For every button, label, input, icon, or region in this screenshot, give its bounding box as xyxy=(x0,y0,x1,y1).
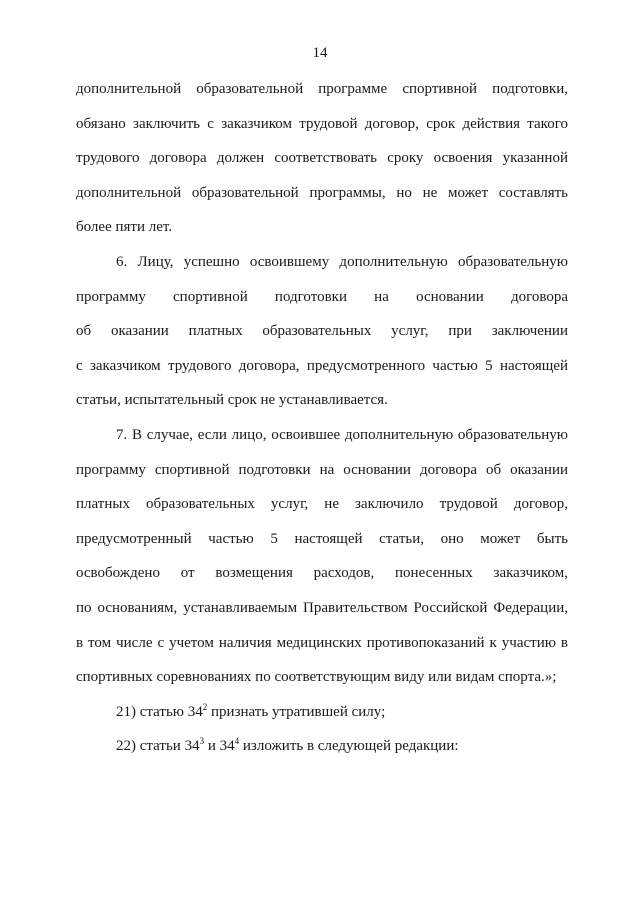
text-line: статьи, испытательный срок не устанавливается. xyxy=(76,392,388,409)
document-body xyxy=(76,79,568,771)
text-line: программу спортивной подготовки на основании договора xyxy=(76,288,568,305)
text-line: трудового договора должен соответствовать сроку освоения указанной xyxy=(76,150,568,167)
text-line: об оказании платных образовательных услуг, при заключении xyxy=(76,323,568,340)
text-line: платных образовательных услуг, не заключило трудовой договор, xyxy=(76,496,568,513)
item-22-text-middle: и 34 xyxy=(204,738,235,755)
text-line: освобождено от возмещения расходов, понесенных заказчиком, xyxy=(76,565,568,582)
paragraph-6 xyxy=(76,252,568,425)
text-line: 7. В случае, если лицо, освоившее дополнительную образовательную xyxy=(116,426,568,443)
item-21-text-end: признать утратившей силу; xyxy=(207,703,386,720)
superscript: 4 xyxy=(234,736,240,747)
text-line: дополнительной образовательной программе спортивной подготовки, xyxy=(76,81,568,97)
text-line: более пяти лет. xyxy=(76,219,173,236)
text-line: спортивных соревнованиях по соответствующим виду или видам спорта.»; xyxy=(76,669,557,686)
paragraph-7 xyxy=(76,425,568,702)
superscript: 2 xyxy=(202,701,208,712)
item-21 xyxy=(76,702,568,737)
text-line: обязано заключить с заказчиком трудовой договор, срок действия такого xyxy=(76,115,568,132)
text-line: программу спортивной подготовки на основании договора об оказании xyxy=(76,461,568,478)
item-21-text-start: 21) статью 34 xyxy=(116,703,203,720)
text-line: предусмотренный частью 5 настоящей статьи, оно может быть xyxy=(76,530,568,547)
superscript: 3 xyxy=(199,736,205,747)
paragraph-continuation xyxy=(76,79,568,252)
item-22-text-end: изложить в следующей редакции: xyxy=(239,738,459,755)
text-line: в том числе с учетом наличия медицинских противопоказаний к участию в xyxy=(76,634,568,651)
text-line: по основаниям, устанавливаемым Правительством Российской Федерации, xyxy=(76,599,568,616)
item-22-text-start: 22) статьи 34 xyxy=(116,738,200,755)
text-line: дополнительной образовательной программы, но не может составлять xyxy=(76,184,568,201)
page-number: 14 xyxy=(312,45,328,61)
text-line: 6. Лицу, успешно освоившему дополнительную образовательную xyxy=(116,253,568,270)
text-line: с заказчиком трудового договора, предусмотренного частью 5 настоящей xyxy=(76,357,568,374)
item-22 xyxy=(76,736,568,771)
